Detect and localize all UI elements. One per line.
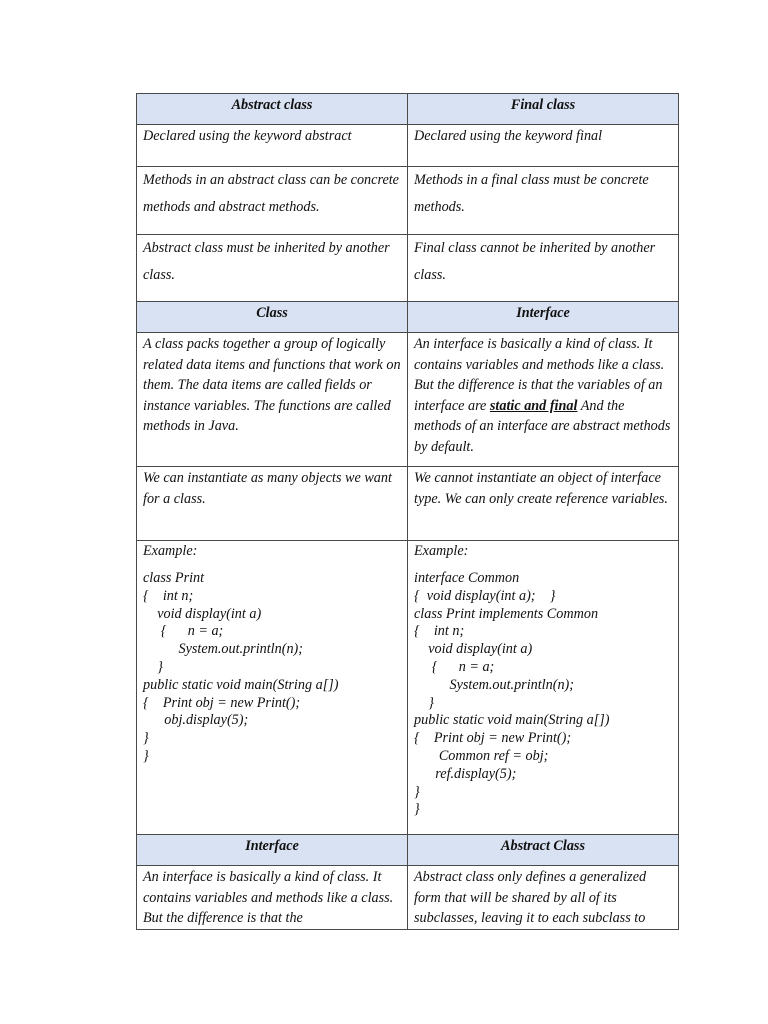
table-row xyxy=(137,125,679,167)
cell-abstract-class-definition: Abstract class only defines a generalized form that will be shared by all of its subclasses, leaving it to each subclass to xyxy=(408,866,679,930)
cell-interface-definition xyxy=(408,333,679,467)
header-abstract-class-2: Abstract Class xyxy=(408,835,679,866)
table-row xyxy=(137,467,679,541)
static-final-emphasis: static and final xyxy=(489,397,578,414)
class-code-example: class Print { int n; void display(int a) { n = a; System.out.println(n); } public static void main(String a[]) { Print obj = new Print(); obj.display(5); } } xyxy=(143,570,339,764)
cell-interface-example xyxy=(408,541,679,835)
interface-definition-text: An interface is basically a kind of class. It contains variables and methods like a class. But the difference is that the variables of an interface are xyxy=(414,336,665,414)
header-interface-2: Interface xyxy=(137,835,408,866)
header-final-class: Final class xyxy=(408,94,679,125)
table-row xyxy=(137,167,679,235)
example-label: Example: xyxy=(143,543,198,559)
comparison-table xyxy=(136,93,679,930)
example-label: Example: xyxy=(414,543,469,559)
cell-abstract-methods: Methods in an abstract class can be concrete methods and abstract methods. xyxy=(137,167,408,235)
interface-definition-text-end: And the methods of an interface are abstract methods by default. xyxy=(414,397,671,455)
cell-abstract-inheritance: Abstract class must be inherited by another class. xyxy=(137,235,408,302)
cell-final-methods: Methods in a final class must be concrete methods. xyxy=(408,167,679,235)
header-abstract-class: Abstract class xyxy=(137,94,408,125)
table-header-row xyxy=(137,835,679,866)
table-row xyxy=(137,866,679,930)
interface-code-example: interface Common { void display(int a); } class Print implements Common { int n; void display(int a) { n = a; System.out.println(n); } public static void main(String a[]) { Print obj = new Print(); Common ref = obj; ref.display(5); } } xyxy=(414,570,610,818)
table-row xyxy=(137,333,679,467)
header-class: Class xyxy=(137,302,408,333)
cell-class-definition: A class packs together a group of logically related data items and functions that work on them. The data items are called fields or instance variables. The functions are called methods in Java. xyxy=(137,333,408,467)
cell-class-example xyxy=(137,541,408,835)
table-header-row xyxy=(137,302,679,333)
cell-final-inheritance: Final class cannot be inherited by another class. xyxy=(408,235,679,302)
cell-class-instantiate: We can instantiate as many objects we want for a class. xyxy=(137,467,408,541)
table-row xyxy=(137,235,679,302)
cell-abstract-keyword: Declared using the keyword abstract xyxy=(137,125,408,167)
cell-interface-definition-2: An interface is basically a kind of class. It contains variables and methods like a class. But the difference is that the xyxy=(137,866,408,930)
header-interface: Interface xyxy=(408,302,679,333)
cell-interface-instantiate: We cannot instantiate an object of interface type. We can only create reference variables. xyxy=(408,467,679,541)
table-row xyxy=(137,541,679,835)
cell-final-keyword: Declared using the keyword final xyxy=(408,125,679,167)
table-header-row xyxy=(137,94,679,125)
